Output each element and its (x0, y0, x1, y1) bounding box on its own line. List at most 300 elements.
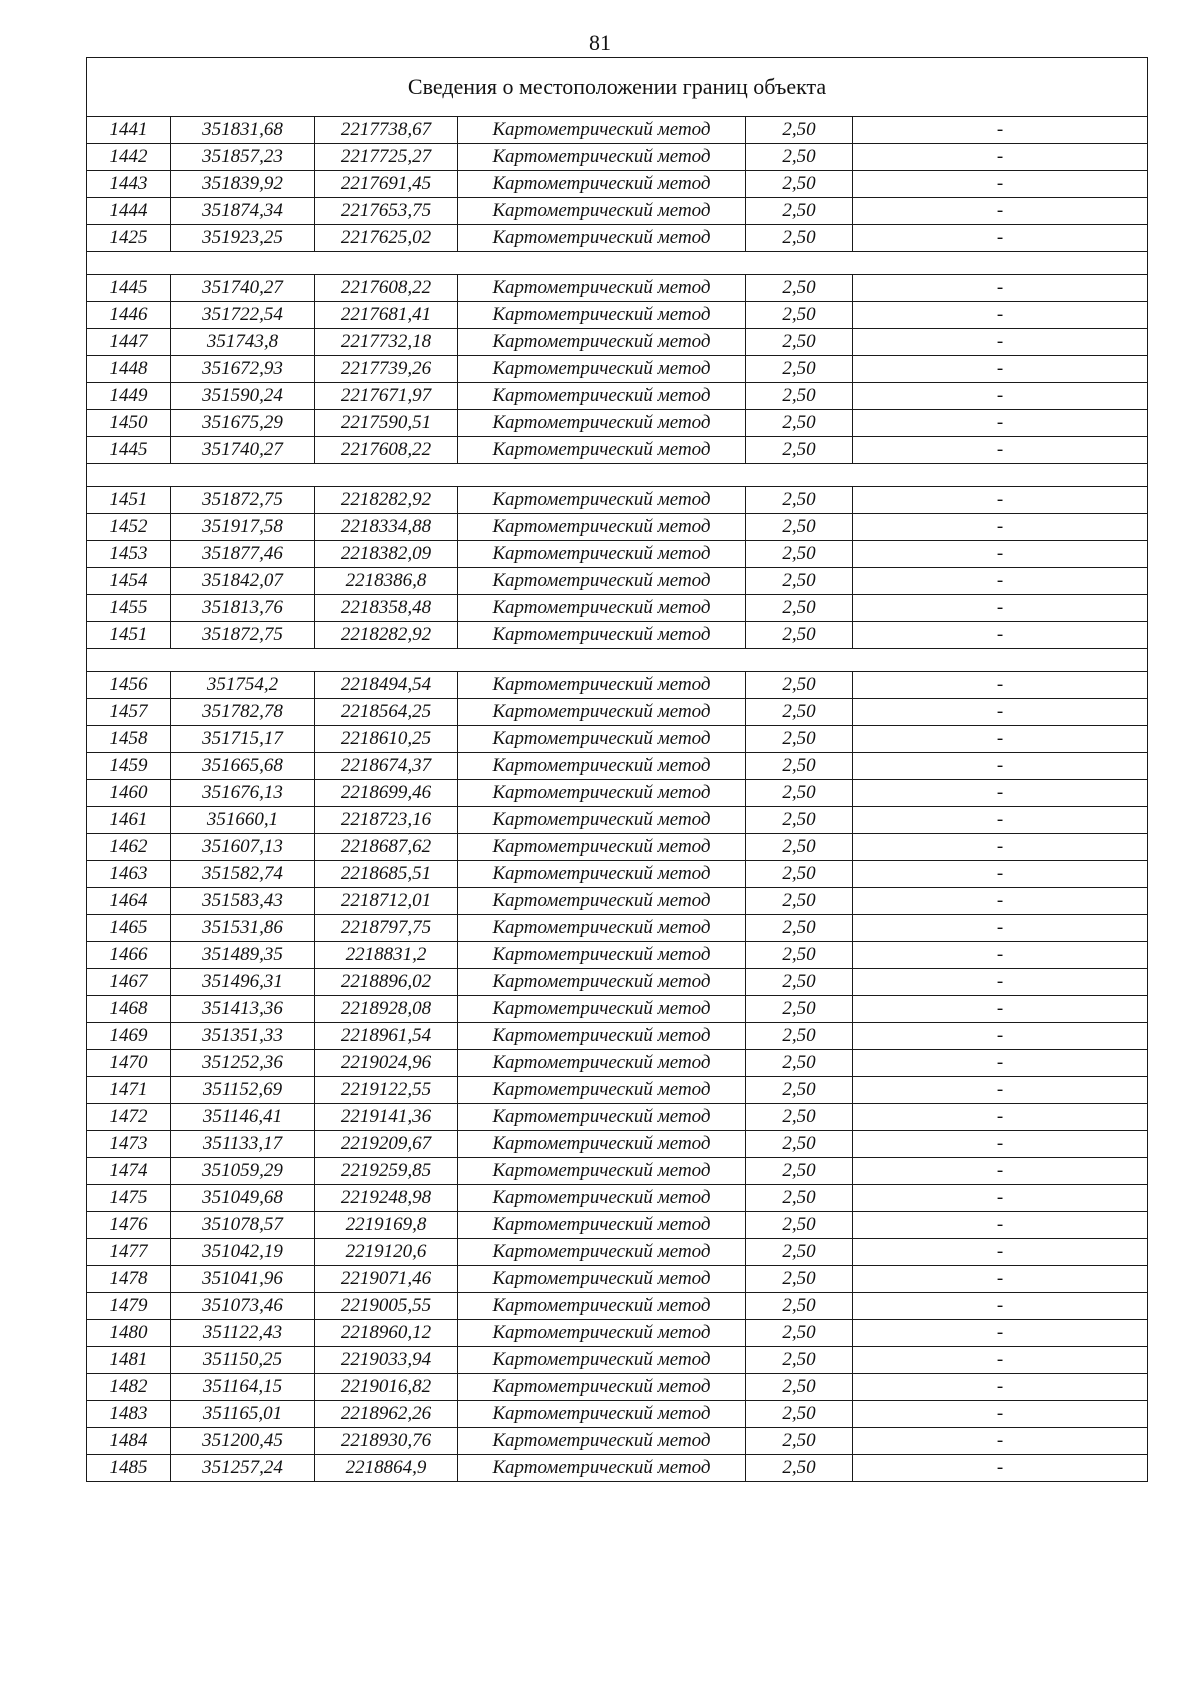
coordinate-x-cell: 351872,75 (171, 487, 315, 514)
method-cell: Картометрический метод (458, 1239, 746, 1266)
table-row (87, 1347, 1148, 1374)
point-number-cell: 1482 (87, 1374, 171, 1401)
method-cell: Картометрический метод (458, 780, 746, 807)
coordinate-x-cell: 351842,07 (171, 568, 315, 595)
point-number-cell: 1449 (87, 383, 171, 410)
coordinate-y-cell: 2217691,45 (315, 171, 458, 198)
method-cell: Картометрический метод (458, 753, 746, 780)
point-number-cell: 1479 (87, 1293, 171, 1320)
method-cell: Картометрический метод (458, 1374, 746, 1401)
table-row (87, 302, 1148, 329)
description-cell: - (853, 726, 1148, 753)
group-separator-cell (87, 649, 1148, 672)
method-cell: Картометрический метод (458, 1428, 746, 1455)
coordinate-x-cell: 351607,13 (171, 834, 315, 861)
point-number-cell: 1448 (87, 356, 171, 383)
coordinate-x-cell: 351257,24 (171, 1455, 315, 1482)
point-number-cell: 1464 (87, 888, 171, 915)
coordinate-y-cell: 2218896,02 (315, 969, 458, 996)
table-row (87, 117, 1148, 144)
method-cell: Картометрический метод (458, 1401, 746, 1428)
coordinate-x-cell: 351150,25 (171, 1347, 315, 1374)
point-number-cell: 1471 (87, 1077, 171, 1104)
accuracy-cell: 2,50 (746, 1455, 853, 1482)
description-cell: - (853, 383, 1148, 410)
accuracy-cell: 2,50 (746, 1374, 853, 1401)
coordinate-x-cell: 351877,46 (171, 541, 315, 568)
coordinate-y-cell: 2217653,75 (315, 198, 458, 225)
accuracy-cell: 2,50 (746, 329, 853, 356)
method-cell: Картометрический метод (458, 1050, 746, 1077)
accuracy-cell: 2,50 (746, 1050, 853, 1077)
table-row (87, 1050, 1148, 1077)
boundary-coordinates-table (86, 57, 1148, 1482)
coordinate-y-cell: 2219016,82 (315, 1374, 458, 1401)
method-cell: Картометрический метод (458, 171, 746, 198)
coordinate-y-cell: 2218610,25 (315, 726, 458, 753)
coordinate-x-cell: 351146,41 (171, 1104, 315, 1131)
coordinate-x-cell: 351252,36 (171, 1050, 315, 1077)
point-number-cell: 1447 (87, 329, 171, 356)
point-number-cell: 1465 (87, 915, 171, 942)
coordinate-y-cell: 2218962,26 (315, 1401, 458, 1428)
table-row (87, 1293, 1148, 1320)
description-cell: - (853, 1293, 1148, 1320)
coordinate-y-cell: 2218687,62 (315, 834, 458, 861)
table-row (87, 541, 1148, 568)
coordinate-x-cell: 351042,19 (171, 1239, 315, 1266)
coordinate-x-cell: 351073,46 (171, 1293, 315, 1320)
point-number-cell: 1474 (87, 1158, 171, 1185)
table-row (87, 1131, 1148, 1158)
point-number-cell: 1469 (87, 1023, 171, 1050)
table-row (87, 699, 1148, 726)
accuracy-cell: 2,50 (746, 225, 853, 252)
point-number-cell: 1453 (87, 541, 171, 568)
description-cell: - (853, 969, 1148, 996)
coordinate-y-cell: 2217732,18 (315, 329, 458, 356)
description-cell: - (853, 275, 1148, 302)
coordinate-y-cell: 2219024,96 (315, 1050, 458, 1077)
point-number-cell: 1480 (87, 1320, 171, 1347)
accuracy-cell: 2,50 (746, 568, 853, 595)
table-row (87, 225, 1148, 252)
description-cell: - (853, 568, 1148, 595)
accuracy-cell: 2,50 (746, 915, 853, 942)
table-row (87, 1104, 1148, 1131)
method-cell: Картометрический метод (458, 834, 746, 861)
coordinate-y-cell: 2218864,9 (315, 1455, 458, 1482)
table-row (87, 171, 1148, 198)
coordinate-x-cell: 351583,43 (171, 888, 315, 915)
description-cell: - (853, 1455, 1148, 1482)
accuracy-cell: 2,50 (746, 622, 853, 649)
coordinate-x-cell: 351872,75 (171, 622, 315, 649)
description-cell: - (853, 144, 1148, 171)
accuracy-cell: 2,50 (746, 383, 853, 410)
accuracy-cell: 2,50 (746, 969, 853, 996)
point-number-cell: 1443 (87, 171, 171, 198)
coordinate-y-cell: 2218960,12 (315, 1320, 458, 1347)
coordinate-y-cell: 2217671,97 (315, 383, 458, 410)
point-number-cell: 1459 (87, 753, 171, 780)
description-cell: - (853, 198, 1148, 225)
method-cell: Картометрический метод (458, 275, 746, 302)
accuracy-cell: 2,50 (746, 672, 853, 699)
method-cell: Картометрический метод (458, 699, 746, 726)
point-number-cell: 1485 (87, 1455, 171, 1482)
group-separator-row (87, 464, 1148, 487)
accuracy-cell: 2,50 (746, 1239, 853, 1266)
coordinate-x-cell: 351813,76 (171, 595, 315, 622)
coordinate-x-cell: 351665,68 (171, 753, 315, 780)
coordinate-y-cell: 2218928,08 (315, 996, 458, 1023)
table-row (87, 1320, 1148, 1347)
accuracy-cell: 2,50 (746, 437, 853, 464)
description-cell: - (853, 780, 1148, 807)
point-number-cell: 1477 (87, 1239, 171, 1266)
accuracy-cell: 2,50 (746, 410, 853, 437)
method-cell: Картометрический метод (458, 1023, 746, 1050)
accuracy-cell: 2,50 (746, 699, 853, 726)
coordinate-x-cell: 351754,2 (171, 672, 315, 699)
point-number-cell: 1451 (87, 487, 171, 514)
point-number-cell: 1467 (87, 969, 171, 996)
method-cell: Картометрический метод (458, 117, 746, 144)
group-separator-cell (87, 464, 1148, 487)
description-cell: - (853, 861, 1148, 888)
accuracy-cell: 2,50 (746, 144, 853, 171)
accuracy-cell: 2,50 (746, 888, 853, 915)
point-number-cell: 1468 (87, 996, 171, 1023)
coordinate-y-cell: 2218334,88 (315, 514, 458, 541)
point-number-cell: 1446 (87, 302, 171, 329)
coordinate-x-cell: 351200,45 (171, 1428, 315, 1455)
description-cell: - (853, 1374, 1148, 1401)
coordinate-y-cell: 2219209,67 (315, 1131, 458, 1158)
accuracy-cell: 2,50 (746, 1212, 853, 1239)
coordinate-x-cell: 351675,29 (171, 410, 315, 437)
table-row (87, 622, 1148, 649)
method-cell: Картометрический метод (458, 672, 746, 699)
description-cell: - (853, 622, 1148, 649)
description-cell: - (853, 329, 1148, 356)
coordinate-x-cell: 351413,36 (171, 996, 315, 1023)
point-number-cell: 1456 (87, 672, 171, 699)
coordinate-x-cell: 351165,01 (171, 1401, 315, 1428)
table-row (87, 807, 1148, 834)
accuracy-cell: 2,50 (746, 356, 853, 383)
description-cell: - (853, 117, 1148, 144)
method-cell: Картометрический метод (458, 1347, 746, 1374)
coordinate-y-cell: 2217608,22 (315, 275, 458, 302)
description-cell: - (853, 1023, 1148, 1050)
coordinate-x-cell: 351531,86 (171, 915, 315, 942)
accuracy-cell: 2,50 (746, 595, 853, 622)
coordinate-x-cell: 351857,23 (171, 144, 315, 171)
method-cell: Картометрический метод (458, 807, 746, 834)
description-cell: - (853, 225, 1148, 252)
coordinate-x-cell: 351133,17 (171, 1131, 315, 1158)
point-number-cell: 1445 (87, 437, 171, 464)
accuracy-cell: 2,50 (746, 1347, 853, 1374)
coordinate-x-cell: 351782,78 (171, 699, 315, 726)
description-cell: - (853, 1320, 1148, 1347)
method-cell: Картометрический метод (458, 622, 746, 649)
method-cell: Картометрический метод (458, 487, 746, 514)
coordinate-y-cell: 2217625,02 (315, 225, 458, 252)
coordinate-x-cell: 351715,17 (171, 726, 315, 753)
point-number-cell: 1445 (87, 275, 171, 302)
point-number-cell: 1425 (87, 225, 171, 252)
table-row (87, 1023, 1148, 1050)
coordinate-x-cell: 351923,25 (171, 225, 315, 252)
table-row (87, 672, 1148, 699)
coordinate-y-cell: 2219122,55 (315, 1077, 458, 1104)
method-cell: Картометрический метод (458, 514, 746, 541)
point-number-cell: 1462 (87, 834, 171, 861)
point-number-cell: 1444 (87, 198, 171, 225)
point-number-cell: 1483 (87, 1401, 171, 1428)
description-cell: - (853, 1347, 1148, 1374)
point-number-cell: 1451 (87, 622, 171, 649)
method-cell: Картометрический метод (458, 329, 746, 356)
point-number-cell: 1461 (87, 807, 171, 834)
method-cell: Картометрический метод (458, 595, 746, 622)
coordinate-x-cell: 351839,92 (171, 171, 315, 198)
accuracy-cell: 2,50 (746, 753, 853, 780)
point-number-cell: 1457 (87, 699, 171, 726)
accuracy-cell: 2,50 (746, 171, 853, 198)
accuracy-cell: 2,50 (746, 780, 853, 807)
method-cell: Картометрический метод (458, 1455, 746, 1482)
coordinate-y-cell: 2219259,85 (315, 1158, 458, 1185)
coordinate-x-cell: 351722,54 (171, 302, 315, 329)
coordinate-y-cell: 2218723,16 (315, 807, 458, 834)
table-row (87, 1401, 1148, 1428)
accuracy-cell: 2,50 (746, 1023, 853, 1050)
coordinate-x-cell: 351049,68 (171, 1185, 315, 1212)
coordinate-y-cell: 2218674,37 (315, 753, 458, 780)
accuracy-cell: 2,50 (746, 198, 853, 225)
coordinate-y-cell: 2218712,01 (315, 888, 458, 915)
point-number-cell: 1473 (87, 1131, 171, 1158)
accuracy-cell: 2,50 (746, 1266, 853, 1293)
coordinate-y-cell: 2218382,09 (315, 541, 458, 568)
table-row (87, 437, 1148, 464)
method-cell: Картометрический метод (458, 383, 746, 410)
method-cell: Картометрический метод (458, 410, 746, 437)
description-cell: - (853, 1212, 1148, 1239)
method-cell: Картометрический метод (458, 198, 746, 225)
coordinate-x-cell: 351489,35 (171, 942, 315, 969)
point-number-cell: 1454 (87, 568, 171, 595)
page-number: 81 (589, 30, 611, 55)
table-row (87, 144, 1148, 171)
method-cell: Картометрический метод (458, 1131, 746, 1158)
coordinate-y-cell: 2219071,46 (315, 1266, 458, 1293)
accuracy-cell: 2,50 (746, 1320, 853, 1347)
point-number-cell: 1466 (87, 942, 171, 969)
description-cell: - (853, 834, 1148, 861)
coordinate-x-cell: 351122,43 (171, 1320, 315, 1347)
coordinate-y-cell: 2218685,51 (315, 861, 458, 888)
description-cell: - (853, 1077, 1148, 1104)
table-row (87, 487, 1148, 514)
table-row (87, 753, 1148, 780)
method-cell: Картометрический метод (458, 996, 746, 1023)
description-cell: - (853, 171, 1148, 198)
coordinate-y-cell: 2218564,25 (315, 699, 458, 726)
description-cell: - (853, 1239, 1148, 1266)
table-row (87, 1455, 1148, 1482)
point-number-cell: 1476 (87, 1212, 171, 1239)
coordinate-x-cell: 351496,31 (171, 969, 315, 996)
point-number-cell: 1470 (87, 1050, 171, 1077)
description-cell: - (853, 888, 1148, 915)
table-row (87, 780, 1148, 807)
description-cell: - (853, 699, 1148, 726)
coordinate-x-cell: 351743,8 (171, 329, 315, 356)
coordinate-x-cell: 351152,69 (171, 1077, 315, 1104)
group-separator-row (87, 649, 1148, 672)
coordinate-y-cell: 2218494,54 (315, 672, 458, 699)
method-cell: Картометрический метод (458, 861, 746, 888)
accuracy-cell: 2,50 (746, 1185, 853, 1212)
description-cell: - (853, 1266, 1148, 1293)
coordinate-y-cell: 2219033,94 (315, 1347, 458, 1374)
table-row (87, 969, 1148, 996)
point-number-cell: 1441 (87, 117, 171, 144)
description-cell: - (853, 1428, 1148, 1455)
description-cell: - (853, 410, 1148, 437)
accuracy-cell: 2,50 (746, 514, 853, 541)
table-row (87, 1185, 1148, 1212)
group-separator-cell (87, 252, 1148, 275)
table-row (87, 568, 1148, 595)
method-cell: Картометрический метод (458, 302, 746, 329)
coordinate-y-cell: 2219005,55 (315, 1293, 458, 1320)
method-cell: Картометрический метод (458, 1212, 746, 1239)
accuracy-cell: 2,50 (746, 487, 853, 514)
table-row (87, 942, 1148, 969)
description-cell: - (853, 437, 1148, 464)
accuracy-cell: 2,50 (746, 1158, 853, 1185)
accuracy-cell: 2,50 (746, 1428, 853, 1455)
coordinate-x-cell: 351660,1 (171, 807, 315, 834)
point-number-cell: 1458 (87, 726, 171, 753)
method-cell: Картометрический метод (458, 1158, 746, 1185)
method-cell: Картометрический метод (458, 541, 746, 568)
coordinate-y-cell: 2218358,48 (315, 595, 458, 622)
method-cell: Картометрический метод (458, 1266, 746, 1293)
point-number-cell: 1475 (87, 1185, 171, 1212)
accuracy-cell: 2,50 (746, 1131, 853, 1158)
point-number-cell: 1472 (87, 1104, 171, 1131)
description-cell: - (853, 996, 1148, 1023)
description-cell: - (853, 487, 1148, 514)
method-cell: Картометрический метод (458, 942, 746, 969)
description-cell: - (853, 1050, 1148, 1077)
coordinate-x-cell: 351078,57 (171, 1212, 315, 1239)
table-row (87, 595, 1148, 622)
description-cell: - (853, 514, 1148, 541)
table-row (87, 1212, 1148, 1239)
coordinate-y-cell: 2219248,98 (315, 1185, 458, 1212)
coordinate-y-cell: 2217608,22 (315, 437, 458, 464)
coordinate-x-cell: 351672,93 (171, 356, 315, 383)
method-cell: Картометрический метод (458, 1104, 746, 1131)
description-cell: - (853, 356, 1148, 383)
coordinate-x-cell: 351059,29 (171, 1158, 315, 1185)
method-cell: Картометрический метод (458, 888, 746, 915)
accuracy-cell: 2,50 (746, 302, 853, 329)
table-row (87, 888, 1148, 915)
table-row (87, 329, 1148, 356)
table-row (87, 1266, 1148, 1293)
coordinate-x-cell: 351740,27 (171, 275, 315, 302)
description-cell: - (853, 942, 1148, 969)
coordinate-y-cell: 2217738,67 (315, 117, 458, 144)
method-cell: Картометрический метод (458, 144, 746, 171)
table-row (87, 383, 1148, 410)
accuracy-cell: 2,50 (746, 1401, 853, 1428)
accuracy-cell: 2,50 (746, 117, 853, 144)
coordinate-y-cell: 2218930,76 (315, 1428, 458, 1455)
table-row (87, 275, 1148, 302)
coordinate-y-cell: 2217725,27 (315, 144, 458, 171)
coordinate-x-cell: 351740,27 (171, 437, 315, 464)
accuracy-cell: 2,50 (746, 861, 853, 888)
table-title: Сведения о местоположении границ объекта (87, 58, 1148, 117)
method-cell: Картометрический метод (458, 726, 746, 753)
coordinate-y-cell: 2218282,92 (315, 622, 458, 649)
coordinate-y-cell: 2218699,46 (315, 780, 458, 807)
method-cell: Картометрический метод (458, 1293, 746, 1320)
table-row (87, 410, 1148, 437)
coordinate-y-cell: 2218386,8 (315, 568, 458, 595)
accuracy-cell: 2,50 (746, 1077, 853, 1104)
method-cell: Картометрический метод (458, 568, 746, 595)
table-row (87, 1077, 1148, 1104)
point-number-cell: 1460 (87, 780, 171, 807)
accuracy-cell: 2,50 (746, 275, 853, 302)
coordinate-y-cell: 2218797,75 (315, 915, 458, 942)
method-cell: Картометрический метод (458, 437, 746, 464)
description-cell: - (853, 541, 1148, 568)
description-cell: - (853, 595, 1148, 622)
method-cell: Картометрический метод (458, 1185, 746, 1212)
table-row (87, 514, 1148, 541)
coordinate-x-cell: 351831,68 (171, 117, 315, 144)
accuracy-cell: 2,50 (746, 807, 853, 834)
point-number-cell: 1481 (87, 1347, 171, 1374)
coordinate-x-cell: 351590,24 (171, 383, 315, 410)
coordinate-x-cell: 351874,34 (171, 198, 315, 225)
accuracy-cell: 2,50 (746, 1293, 853, 1320)
group-separator-row (87, 252, 1148, 275)
table-row (87, 1374, 1148, 1401)
accuracy-cell: 2,50 (746, 942, 853, 969)
coordinate-x-cell: 351676,13 (171, 780, 315, 807)
point-number-cell: 1450 (87, 410, 171, 437)
point-number-cell: 1452 (87, 514, 171, 541)
description-cell: - (853, 1185, 1148, 1212)
description-cell: - (853, 302, 1148, 329)
point-number-cell: 1463 (87, 861, 171, 888)
description-cell: - (853, 1104, 1148, 1131)
table-row (87, 861, 1148, 888)
